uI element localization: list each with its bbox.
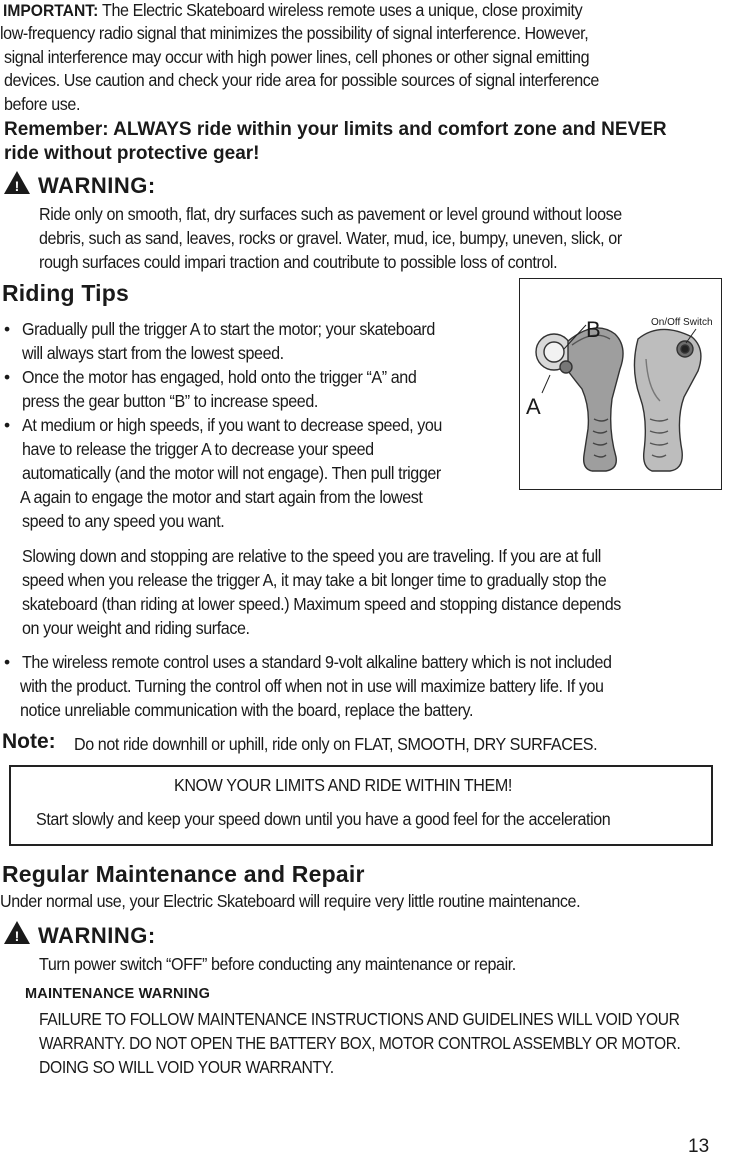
warning-line: Ride only on smooth, flat, dry surfaces such as pavement or level ground without loose (39, 204, 622, 224)
maintenance-title: Regular Maintenance and Repair (2, 861, 365, 887)
important-line: devices. Use caution and check your ride area for possible sources of signal interference (4, 70, 599, 90)
bullet-dot: • (4, 415, 10, 435)
callout-a-line (542, 375, 550, 393)
maintenance-warning-line: WARRANTY. DO NOT OPEN THE BATTERY BOX, MOTOR CONTROL ASSEMBLY OR MOTOR. (39, 1033, 681, 1053)
warning-line: rough surfaces could impari traction and coutribute to possible loss of control. (39, 252, 558, 272)
maintenance-warning-title: WARNING: (38, 923, 156, 948)
bullet-line: have to release the trigger A to decrease your speed (22, 439, 374, 459)
bullet-line: speed to any speed you want. (22, 511, 225, 531)
riding-tips-title: Riding Tips (2, 280, 129, 306)
warning-triangle-icon (3, 920, 31, 945)
bullet-line: automatically (and the motor will not engage). Then pull trigger (22, 463, 441, 483)
page-number: 13 (688, 1136, 710, 1157)
remote-figure (519, 278, 722, 490)
warning-line: debris, such as sand, leaves, rocks or gravel. Water, mud, ice, bumpy, uneven, slick, or (39, 228, 622, 248)
important-label: IMPORTANT: (3, 1, 99, 20)
bullet-line: At medium or high speeds, if you want to decrease speed, you (22, 415, 442, 435)
remote-side-view (536, 328, 623, 471)
bullet-line: notice unreliable communication with the board, replace the battery. (20, 700, 474, 720)
bullet-line: will always start from the lowest speed. (22, 343, 284, 363)
list-item (0, 651, 733, 723)
maintenance-warning-line: DOING SO WILL VOID YOUR WARRANTY. (39, 1057, 334, 1077)
list-item (0, 366, 515, 414)
list-item (0, 318, 515, 366)
svg-text:!: ! (14, 928, 20, 944)
warning-title: WARNING: (38, 173, 156, 198)
warning-triangle-icon (3, 170, 31, 195)
list-item (0, 414, 515, 536)
know-limits-text: Start slowly and keep your speed down until you have a good feel for the acceleration (36, 809, 611, 829)
paragraph-line: Slowing down and stopping are relative to the speed you are traveling. If you are at full (22, 546, 601, 566)
remember-line: ride without protective gear! (4, 143, 260, 164)
remember-line: Remember: ALWAYS ride within your limits and comfort zone and NEVER (4, 119, 667, 140)
important-line: The Electric Skateboard wireless remote uses a unique, close proximity (102, 0, 583, 20)
figure-label-b: B (586, 317, 601, 342)
paragraph-line: speed when you release the trigger A, it may take a bit longer time to gradually stop the (22, 570, 607, 590)
important-line: low-frequency radio signal that minimizes the possibility of signal interference. However, (0, 23, 589, 43)
important-line: signal interference may occur with high power lines, cell phones or other signal emitting (4, 47, 590, 67)
bullet-line: Once the motor has engaged, hold onto the trigger “A” and (22, 367, 417, 387)
bullet-line: with the product. Turning the control off when not in use will maximize battery life. If you (20, 676, 604, 696)
remote-front-view (634, 329, 700, 471)
important-line: before use. (4, 94, 81, 114)
bullet-line: Gradually pull the trigger A to start the motor; your skateboard (22, 319, 435, 339)
bullet-line: press the gear button “B” to increase speed. (22, 391, 318, 411)
remote-illustration (520, 279, 720, 488)
maintenance-intro: Under normal use, your Electric Skateboard will require very little routine maintenance. (0, 891, 581, 911)
maintenance-warning-line: FAILURE TO FOLLOW MAINTENANCE INSTRUCTIONS AND GUIDELINES WILL VOID YOUR (39, 1009, 680, 1029)
figure-label-switch: On/Off Switch (651, 317, 713, 328)
figure-label-a: A (526, 394, 541, 419)
maintenance-warning-heading: MAINTENANCE WARNING (25, 986, 211, 1002)
paragraph-line: on your weight and riding surface. (22, 618, 250, 638)
note-label: Note: (2, 730, 56, 753)
maintenance-warning-text: Turn power switch “OFF” before conducting any maintenance or repair. (39, 954, 516, 974)
important-block (3, 0, 733, 23)
riding-tips-bullets (0, 318, 515, 536)
know-limits-title: KNOW YOUR LIMITS AND RIDE WITHIN THEM! (174, 775, 512, 795)
bullet-dot: • (4, 319, 10, 339)
note-text: Do not ride downhill or uphill, ride only on FLAT, SMOOTH, DRY SURFACES. (74, 734, 598, 754)
note (2, 730, 56, 754)
svg-text:!: ! (14, 178, 20, 194)
bullet-dot: • (4, 367, 10, 387)
bullet-dot: • (4, 652, 10, 672)
paragraph-line: skateboard (than riding at lower speed.) Maximum speed and stopping distance depends (22, 594, 621, 614)
know-limits-box (9, 765, 713, 846)
bullet-line: A again to engage the motor and start again from the lowest (20, 487, 423, 507)
bullet-line: The wireless remote control uses a standard 9-volt alkaline battery which is not included (22, 652, 612, 672)
